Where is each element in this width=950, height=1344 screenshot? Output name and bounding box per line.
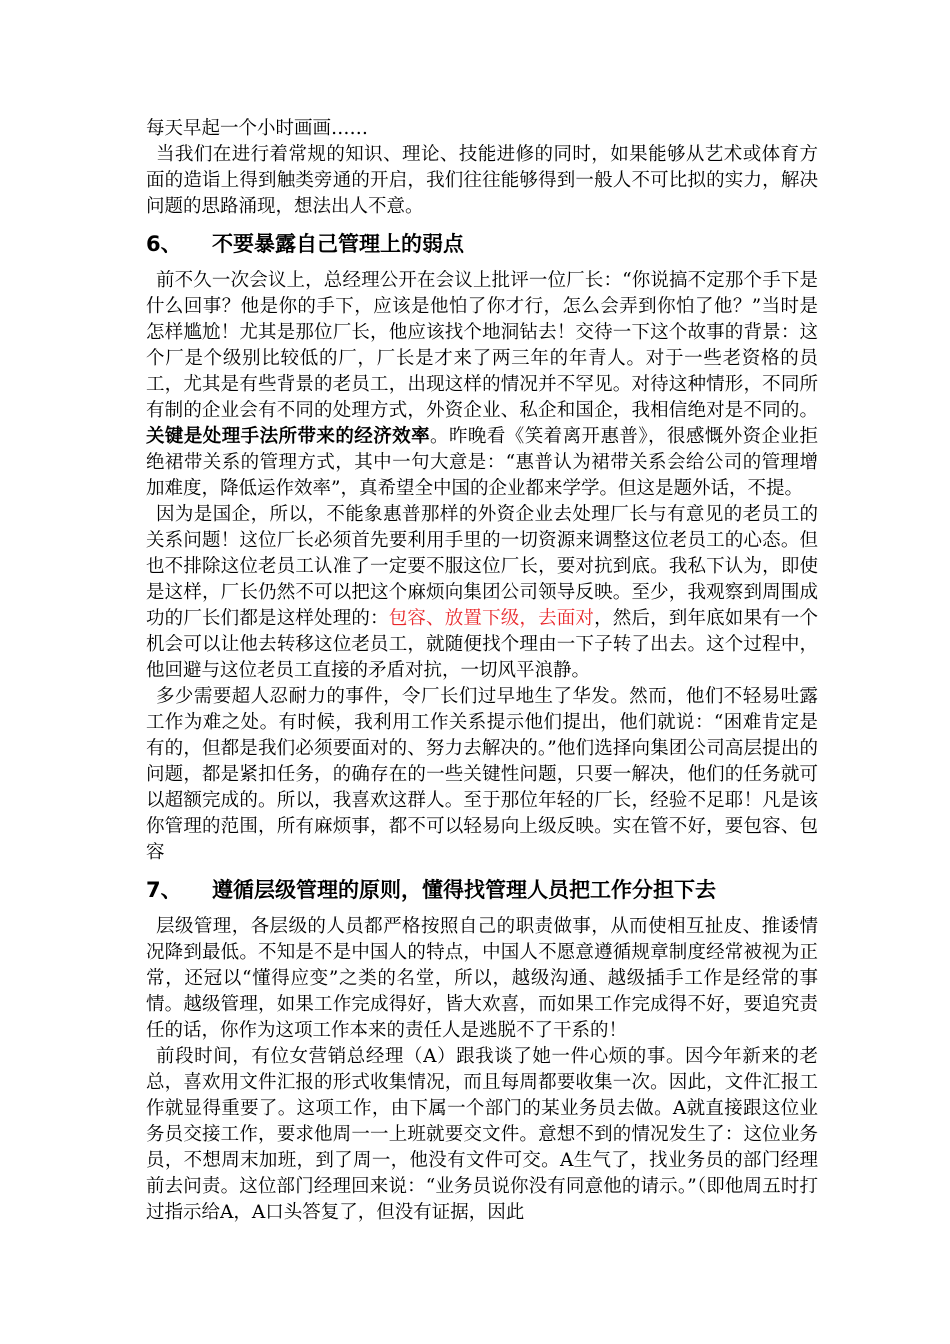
document-page xyxy=(146,116,818,1226)
section-6-paragraph-3: 多少需要超人忍耐力的事件，令厂长们过早地生了华发。然而，他们不轻易吐露工作为难之处。有时候，我利用工作关系提示他们提出，他们就说：“困难肯定是有的，但都是我们必须要面对的、努力去解决的。”他们选择向集团公司高层提出的问题，都是紧扣任务，的确存在的一些关键性问题，只要一解决，他们的任务就可以超额完成的。所以，我喜欢这群人。至于那位年轻的厂长，经验不足耶！凡是该你管理的范围，所有麻烦事，都不可以轻易向上级反映。实在管不好，要包容、包容 xyxy=(146,686,818,863)
section-7-paragraph-2: 前段时间，有位女营销总经理（A）跟我谈了她一件心烦的事。因今年新来的老总，喜欢用文件汇报的形式收集情况，而且每周都要收集一次。因此，文件汇报工作就显得重要了。这项工作，由下属一个部门的某业务员去做。A就直接跟这位业务员交接工作，要求他周一一上班就要交文件。意想不到的情况发生了：这位业务员，不想周末加班，到了周一，他没有文件可交。A生气了，找业务员的部门经理前去问责。这位部门经理回来说：“业务员说你没有同意他的请示。”（即他周五时打过指示给A，A口头答复了，但没有证据，因此 xyxy=(146,1046,818,1223)
section-6-heading xyxy=(146,230,818,258)
section-6-number: 6、 xyxy=(146,232,182,256)
section-6-p2-red-text: 包容、放置下级，去面对 xyxy=(388,608,595,629)
section-6-p1-bold-text: 关键是处理手法所带来的经济效率 xyxy=(146,426,431,447)
section-6-p2-text-a: 因为是国企，所以，不能象惠普那样的外资企业去处理厂长与有意见的老员工的关系问题！这位厂长必须首先要利用手里的一切资源来调整这位老员工的心态。但也不排除这位老员工认准了一定要不服这位厂长，要对抗到底。我私下认为，即使是这样，厂长仍然不可以把这个麻烦向集团公司领导反映。至少，我观察到周围成功的厂长们都是这样处理的： xyxy=(146,504,818,629)
intro-paragraph: 当我们在进行着常规的知识、理论、技能进修的同时，如果能够从艺术或体育方面的造诣上得到触类旁通的开启，我们往往能够得到一般人不可比拟的实力，解决问题的思路涌现，想法出人不意。 xyxy=(146,144,818,217)
section-7-paragraph-1: 层级管理，各层级的人员都严格按照自己的职责做事，从而使相互扯皮、推诿情况降到最低。不知是不是中国人的特点，中国人不愿意遵循规章制度经常被视为正常，还冠以“懂得应变”之类的名堂，所以，越级沟通、越级插手工作是经常的事情。越级管理，如果工作完成得好，皆大欢喜，而如果工作完成得不好，要追究责任的话，你作为这项工作本来的责任人是逃脱不了干系的！ xyxy=(146,916,818,1041)
section-6-p1-text-a: 前不久一次会议上，总经理公开在会议上批评一位厂长：“你说搞不定那个手下是什么回事？他是你的手下，应该是他怕了你才行，怎么会弄到你怕了他？”当时是怎样尴尬！尤其是那位厂长，他应该找个地洞钻去！交待一下这个故事的背景：这个厂是个级别比较低的厂，厂长是才来了两三年的年青人。对于一些老资格的员工，尤其是有些背景的老员工，出现这样的情况并不罕见。对待这种情形，不同所有制的企业会有不同的处理方式，外资企业、私企和国企，我相信绝对是不同的。 xyxy=(146,270,818,421)
section-6-p1-text-b: 。昨晚看《笑着离开惠普》，很感慨外资企业拒绝裙带关系的管理方式，其中一句大意是：“惠普认为裙带关系会给公司的管理增加难度，降低运作效率”，真希望全中国的企业都来学学。但这是题外话，不提。 xyxy=(146,426,818,499)
section-7-title: 遵循层级管理的原则，懂得找管理人员把工作分担下去 xyxy=(212,878,716,902)
intro-line: 每天早起一个小时画画…… xyxy=(146,118,369,139)
section-6-p2-text-b: ，然后，到年底如果有一个机会可以让他去转移这位老员工，就随便找个理由一下子转了出去。这个过程中，他回避与这位老员工直接的矛盾对抗，一切风平浪静。 xyxy=(146,608,818,681)
section-6-paragraph-1 xyxy=(146,268,818,502)
section-6-paragraph-2 xyxy=(146,502,818,684)
section-7-heading xyxy=(146,876,818,904)
section-7-number: 7、 xyxy=(146,878,182,902)
section-6-title: 不要暴露自己管理上的弱点 xyxy=(212,232,464,256)
